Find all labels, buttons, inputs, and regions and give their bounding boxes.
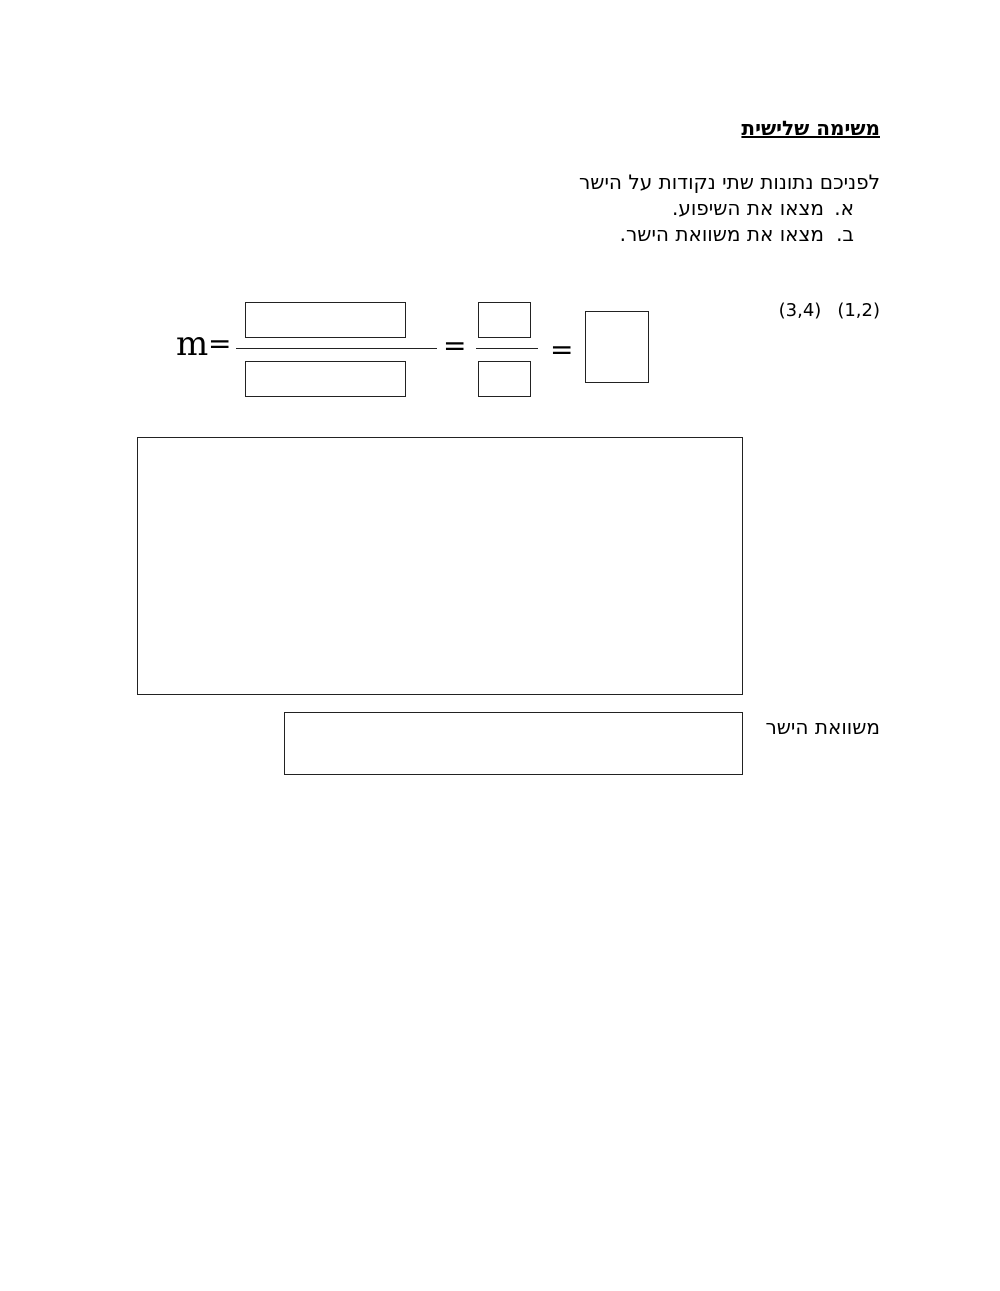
point-first: (1,2) <box>837 300 880 321</box>
numerator-input-box[interactable] <box>245 302 406 338</box>
equals-sign: = <box>208 327 232 360</box>
slope-result-box[interactable] <box>585 311 649 383</box>
fraction-line <box>236 348 437 349</box>
item-text: מצאו את השיפוע. <box>671 196 824 220</box>
denominator-input-box[interactable] <box>245 361 406 397</box>
line-equation-label: משוואת הישר <box>765 715 880 739</box>
point-second: (3,4) <box>778 300 822 321</box>
task-item-b <box>620 222 854 246</box>
item-marker: ב. <box>836 222 854 246</box>
fraction-line <box>476 348 538 349</box>
item-text: מצאו את משוואת הישר. <box>619 222 824 246</box>
slope-variable: m <box>176 324 209 364</box>
task-title: משימה שלישית <box>741 116 880 140</box>
work-area-box[interactable] <box>137 437 743 695</box>
simplified-numerator-box[interactable] <box>478 302 531 338</box>
item-marker: א. <box>834 196 854 220</box>
line-equation-input-box[interactable] <box>284 712 743 775</box>
equals-sign: = <box>443 329 467 362</box>
task-item-a <box>672 196 854 220</box>
equals-sign: = <box>550 333 574 366</box>
given-points <box>767 300 880 321</box>
task-intro: לפניכם נתונות שתי נקודות על הישר <box>578 170 880 194</box>
simplified-denominator-box[interactable] <box>478 361 531 397</box>
